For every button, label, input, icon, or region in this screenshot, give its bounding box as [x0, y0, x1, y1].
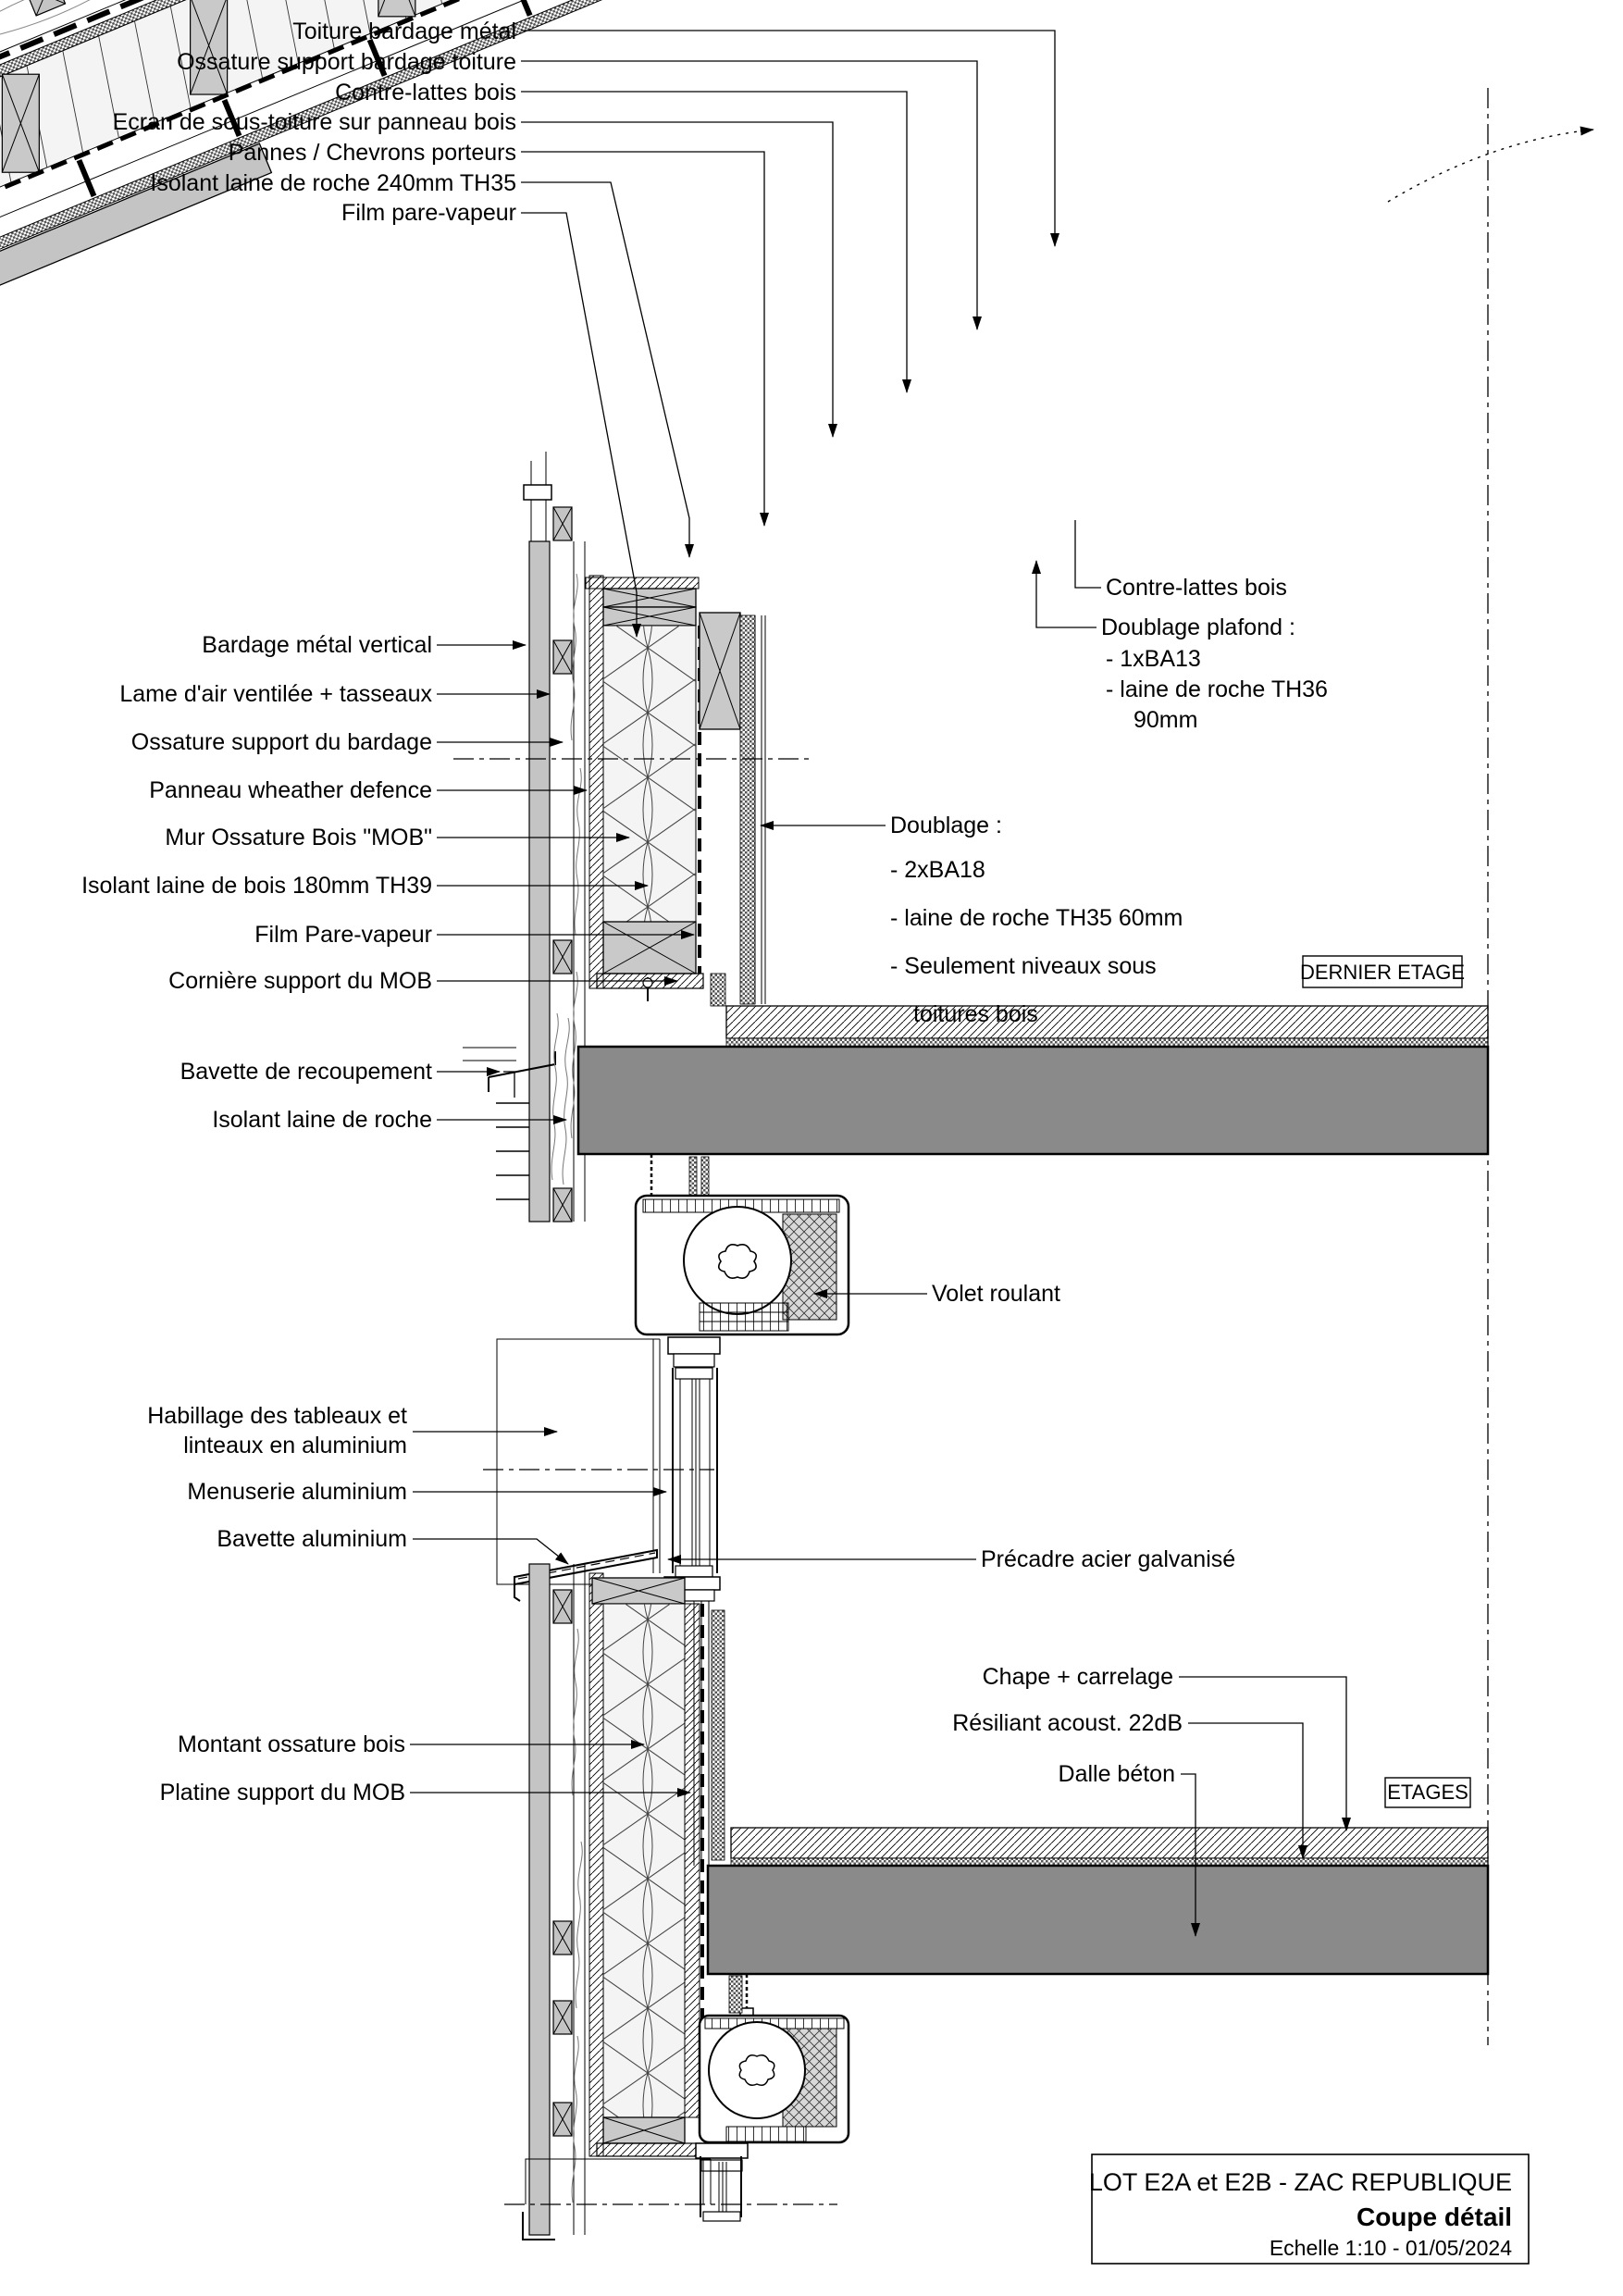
- volet-roulant-lower: [700, 2016, 849, 2142]
- label-chape-carrelage: Chape + carrelage: [982, 1664, 1173, 1690]
- labels-top: [113, 19, 1055, 637]
- labels-right-roof: [1075, 520, 1287, 601]
- doublage-interieur: [740, 615, 755, 1004]
- zone-label-dernier-etage-text: DERNIER ETAGE: [1299, 961, 1466, 984]
- label-bardage-metal-vertical: Bardage métal vertical: [202, 632, 432, 658]
- dalle-beton-2: [708, 1866, 1488, 1974]
- tasseau-icon: [553, 1921, 572, 1955]
- label-pannes-chevrons: Pannes / Chevrons porteurs: [228, 140, 516, 166]
- volet-roulant-upper: [636, 1157, 849, 1334]
- glazing: [692, 1379, 700, 1566]
- label-ecran-sous-toiture: Ecran de sous-toiture sur panneau bois: [112, 109, 516, 135]
- mob2-top-plate: [592, 1578, 685, 1604]
- label-doublage-plafond-90mm: 90mm: [1134, 707, 1198, 733]
- label-film-pare-vapeur-top: Film pare-vapeur: [341, 200, 516, 226]
- tasseau-icon: [553, 507, 572, 540]
- label-doublage-toitures-bois: toitures bois: [913, 1001, 1038, 1027]
- labels-doublage: [761, 813, 1183, 1027]
- tasseau-icon: [553, 1590, 572, 1623]
- wall-lower: [523, 1564, 702, 2240]
- panneau-weather-defence-2: [589, 1573, 603, 2156]
- zone-label-etages-text: ETAGES: [1387, 1781, 1468, 1804]
- label-doublage-title: Doublage :: [890, 813, 1002, 838]
- label-ossature-support-bardage-toiture: Ossature support bardage toiture: [177, 49, 516, 75]
- label-dalle-beton: Dalle béton: [1058, 1761, 1175, 1787]
- label-bavette-aluminium: Bavette aluminium: [217, 1526, 407, 1552]
- label-habillage-tableaux-1: Habillage des tableaux et: [147, 1403, 407, 1429]
- title-block-drawing-title: Coupe détail: [1356, 2203, 1512, 2231]
- label-toiture-bardage-metal: Toiture bardage métal: [292, 19, 516, 44]
- label-habillage-tableaux-2: linteaux en aluminium: [183, 1433, 407, 1458]
- chape-carrelage-2: [731, 1828, 1488, 1858]
- chape-carrelage-1: [726, 1006, 1488, 1038]
- zone-label-etages: [1385, 1778, 1470, 1807]
- title-block-project: LOT E2A et E2B - ZAC REPUBLIQUE: [1088, 2168, 1512, 2196]
- label-doublage-ba18: - 2xBA18: [890, 857, 985, 883]
- tasseau-icon: [553, 640, 572, 674]
- zone-label-dernier-etage: [1300, 956, 1465, 987]
- label-doublage-seulement: - Seulement niveaux sous: [890, 953, 1157, 979]
- label-panneau-weather-defence: Panneau wheather defence: [149, 777, 432, 803]
- bardage-metal-vertical-2: [529, 1564, 550, 2235]
- label-montant-ossature-bois: Montant ossature bois: [178, 1731, 405, 1757]
- label-menuserie-aluminium: Menuserie aluminium: [187, 1479, 407, 1505]
- osb-panel-2: [685, 1604, 700, 2117]
- label-isolant-laine-bois-180: Isolant laine de bois 180mm TH39: [81, 873, 432, 899]
- label-doublage-plafond-ba13: - 1xBA13: [1106, 646, 1201, 672]
- label-isolant-240: Isolant laine de roche 240mm TH35: [150, 170, 516, 196]
- label-doublage-plafond-title: Doublage plafond :: [1101, 614, 1295, 640]
- title-block-scale-date: Echelle 1:10 - 01/05/2024: [1269, 2236, 1512, 2260]
- label-doublage-laine: - laine de roche TH35 60mm: [890, 905, 1183, 931]
- habillage-tableau-2: [526, 2159, 711, 2204]
- menuiserie-frame: [673, 1368, 717, 1573]
- label-mur-ossature-bois: Mur Ossature Bois "MOB": [165, 825, 432, 850]
- tasseau-icon: [553, 2103, 572, 2136]
- panneau-weather-defence: [589, 576, 603, 988]
- slab-etages: [708, 1828, 1488, 2019]
- label-precadre: [668, 1546, 1235, 1572]
- tasseau-icon: [553, 940, 572, 974]
- label-doublage-plafond-laine: - laine de roche TH36: [1106, 676, 1328, 702]
- label-precadre-text: Précadre acier galvanisé: [981, 1546, 1236, 1572]
- dalle-beton-1: [578, 1047, 1488, 1154]
- label-film-pare-vapeur-wall: Film Pare-vapeur: [254, 922, 432, 948]
- label-corniere-support-mob: Cornière support du MOB: [168, 968, 432, 994]
- habillage-tableau-1: [497, 1339, 660, 1584]
- label-platine-support-mob: Platine support du MOB: [159, 1780, 405, 1806]
- mob-bottom-plate: [603, 922, 696, 974]
- tasseau-icon: [553, 2001, 572, 2034]
- labels-left-window: [147, 1403, 666, 1564]
- label-ossature-support-bardage: Ossature support du bardage: [130, 729, 432, 755]
- mob2-bottom-plate: [603, 2117, 685, 2143]
- label-volet-roulant: [814, 1281, 1060, 1307]
- mob-top-plates: [603, 589, 696, 626]
- labels-left-mid: [180, 1059, 566, 1133]
- roof-end-curve: [1388, 130, 1593, 202]
- label-bavette-recoupement: Bavette de recoupement: [180, 1059, 432, 1085]
- label-contre-lattes-bois-top: Contre-lattes bois: [335, 80, 516, 105]
- tasseau-icon: [553, 1188, 572, 1222]
- label-volet-roulant-text: Volet roulant: [932, 1281, 1060, 1307]
- label-contre-lattes-bois-right: Contre-lattes bois: [1106, 575, 1287, 601]
- label-isolant-laine-roche: Isolant laine de roche: [212, 1107, 432, 1133]
- title-block: [1089, 2154, 1529, 2264]
- label-resiliant: Résiliant acoust. 22dB: [952, 1710, 1183, 1736]
- label-lame-air-ventilee: Lame d'air ventilée + tasseaux: [119, 681, 432, 707]
- resilient-1: [726, 1038, 1488, 1047]
- mob-roof-post: [700, 613, 740, 729]
